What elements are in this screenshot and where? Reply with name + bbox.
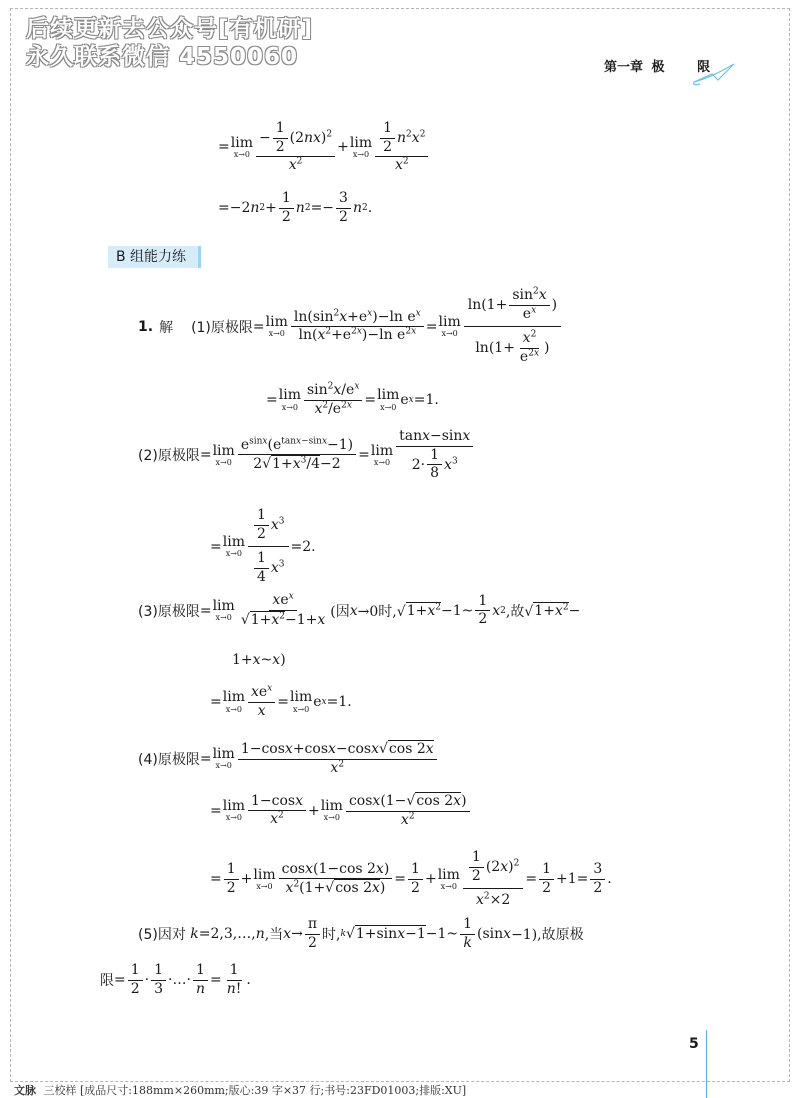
math-line: (5)因对 k =2,3,…, n ,当 x → $\frac{\pi}{2}$ 时, k √ 1+sinx−1 −1~ $\frac{1}{k}$ (sin x −1),故原极 bbox=[138, 916, 584, 951]
math-line: (3)原极限 = lim x→0 $\frac{xe^x}{√1+x^2-1+x}$ (因 x →0时,√ $1+x^2$ −1~ $\frac{1}{2}$ x 2 ,故√ $1+x^2$ − bbox=[138, 591, 581, 628]
math-line: = lim x→0 $\frac{1-\cos x}{x^2}$ + lim x→0 $\frac{\cos x(1-√\cos 2x)}{x^2}$ bbox=[210, 792, 472, 829]
subject-label-b: 限 bbox=[697, 60, 711, 75]
math-line: 限 = $\frac{1}{2}$ · $\frac{1}{3}$ ·…· $\frac{1}{n}$ = $\frac{1}{n!}$ . bbox=[100, 962, 251, 997]
math-line: 1. 解 (1)原极限 = lim x→0 $\frac{\ln(\sin^2x+e^x)-\ln e^x}{\ln(x^2+e^{2x})-\ln e^{2x}}$ = lim x→0 ln(1+ $\frac{\sin^2x}{e^x}$ ) ln(1+ $\frac{x^2}{e^{2x}}$ ) bbox=[138, 284, 563, 369]
problem-verb: 解 bbox=[159, 319, 174, 336]
math-line: = lim x→0 $\frac{xe^x}{x}$ = lim x→0 e x =1. bbox=[210, 683, 352, 719]
math-line: = lim x→0 $\frac{1}{2}$ $x^3$ $\frac{1}{4}$ $x^3$ =2. bbox=[210, 504, 316, 589]
part-label-1: (1)原极限 bbox=[191, 319, 253, 336]
print-footer bbox=[14, 1082, 466, 1098]
footer-spec: 三校样 [成品尺寸:188mm×260mm;版心:39 字×37 行;书号:23FD01003;排版:XU] bbox=[43, 1084, 467, 1097]
subject-label-a: 极 bbox=[651, 60, 665, 75]
math-line: 1+ x ~ x ) bbox=[232, 652, 286, 668]
math-line: (2)原极限 = lim x→0 $\frac{e^{sinx}(e^{tanx-sinx}-1)}{2√1+x^3/4-2}$ = lim x→0 tanx−sinx 2· $\frac{1}{8}$ $x^3$ bbox=[138, 428, 475, 483]
chapter-label: 第一章 bbox=[604, 60, 644, 75]
watermark-line-2: 永久联系微信 4550060 bbox=[26, 44, 299, 70]
math-line: = lim x→0 − $\frac{1}{2}$ $(2nx)^2$ $x^2$ + lim x→0 $\frac{1}{2}$ $n^2x^2$ $x^2$ bbox=[218, 120, 430, 175]
problem-number: 1. bbox=[138, 318, 154, 335]
paper-plane-icon bbox=[690, 60, 738, 86]
math-line: = $\frac{1}{2}$ + lim x→0 $\frac{\cos x(1-\cos 2x)}{x^2(1+√\cos 2x)}$ = $\frac{1}{2}$ + lim x→0 $\frac{1}{2}$ $(2x)^2$ $x^2\times 2$ = $\frac{1}{2}$ +1= $\frac{3}{2}$ . bbox=[210, 846, 612, 913]
part-label-5: (5)因对 bbox=[138, 927, 186, 943]
part-label-3: (3)原极限 bbox=[138, 603, 200, 620]
part-label-4: (4)原极限 bbox=[138, 751, 200, 768]
watermark-line-1: 后续更新去公众号[有机研] bbox=[26, 16, 314, 42]
math-line: =−2 n 2 + $\frac{1}{2}$ n 2 =− $\frac{3}{2}$ n 2 . bbox=[218, 190, 373, 225]
part-label-5-ending: 限 bbox=[100, 973, 114, 989]
page-number: 5 bbox=[689, 1036, 699, 1052]
math-line: (4)原极限 = lim x→0 $\frac{1-\cos x+\cos x-\cos x√\cos 2x}{x^2}$ bbox=[138, 740, 439, 777]
math-line: = lim x→0 $\frac{\sin^2x/e^x}{x^2/e^{2x}}$ = lim x→0 e x =1. bbox=[266, 381, 439, 417]
part-label-2: (2)原极限 bbox=[138, 448, 200, 465]
section-tag: B 组能力练 bbox=[108, 246, 201, 268]
margin-rule bbox=[706, 1030, 707, 1098]
footer-brand: 文脉 bbox=[14, 1084, 36, 1097]
